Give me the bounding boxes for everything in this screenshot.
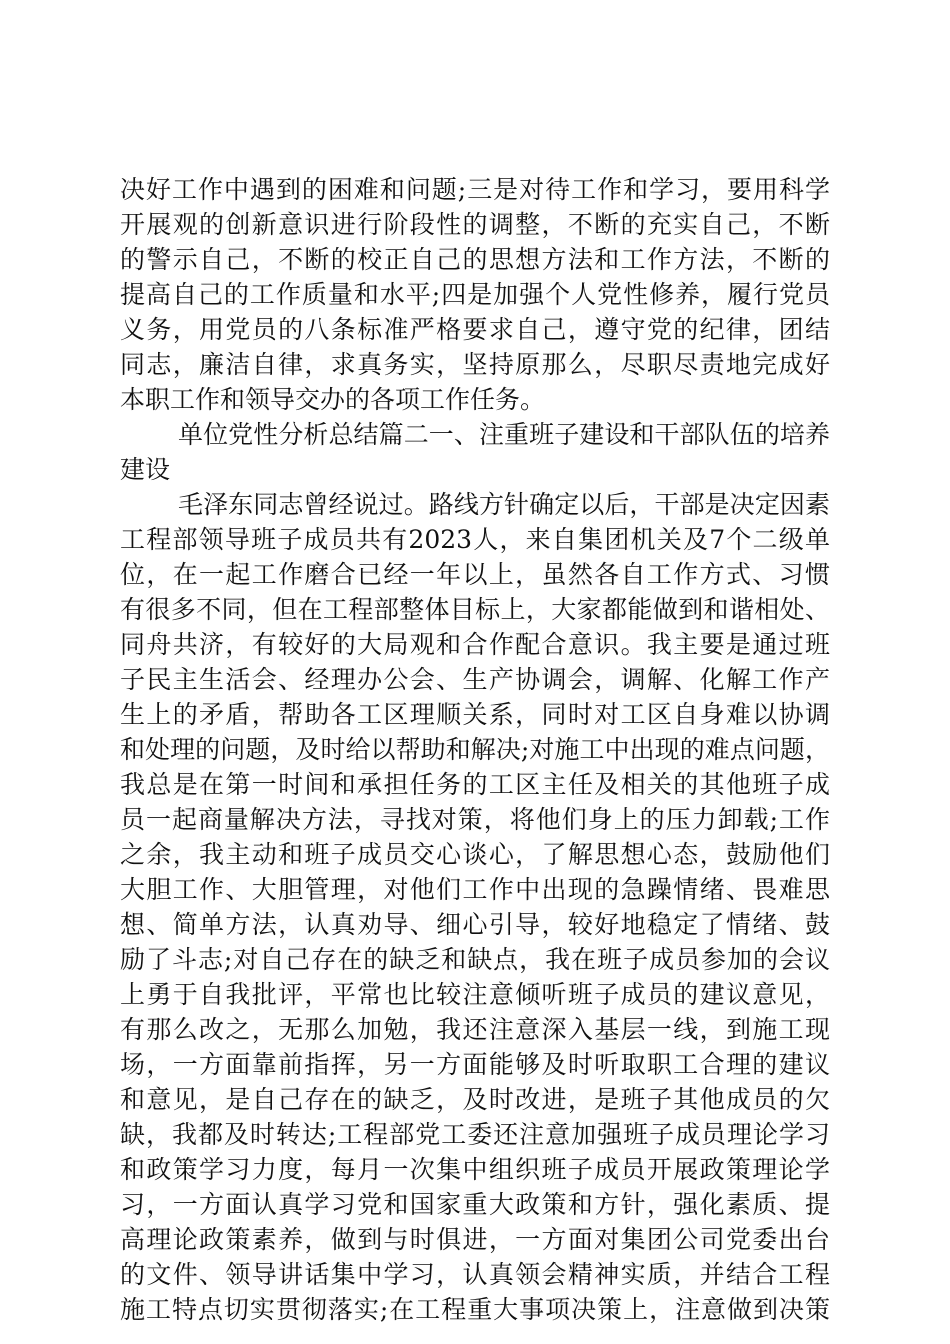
text-line: 我总是在第一时间和承担任务的工区主任及相关的其他班子成 [120,770,830,799]
text-line: 义务，用党员的八条标准严格要求自己，遵守党的纪律，团结 [120,315,830,344]
section-heading-continued: 建设 [120,455,171,484]
text-line: 施工特点切实贯彻落实;在工程重大事项决策上，注意做到决策 [120,1295,830,1324]
text-line: 开展观的创新意识进行阶段性的调整，不断的充实自己，不断 [120,210,830,239]
text-line: 高理论政策素养，做到与时俱进，一方面对集团公司党委出台 [120,1225,830,1254]
text-line: 工程部领导班子成员共有2023人，来自集团机关及7个二级单 [120,525,830,554]
text-line: 位，在一起工作磨合已经一年以上，虽然各自工作方式、习惯 [120,560,830,589]
text-line: 提高自己的工作质量和水平;四是加强个人党性修养，履行党员 [120,280,830,309]
text-line: 和处理的问题，及时给以帮助和解决;对施工中出现的难点问题， [120,735,830,764]
text-line: 之余，我主动和班子成员交心谈心，了解思想心态，鼓励他们 [120,840,830,869]
text-line: 的警示自己，不断的校正自己的思想方法和工作方法，不断的 [120,245,830,274]
text-line: 子民主生活会、经理办公会、生产协调会，调解、化解工作产 [120,665,830,694]
text-line: 有那么改之，无那么加勉，我还注意深入基层一线，到施工现 [120,1015,830,1044]
text-line: 决好工作中遇到的困难和问题;三是对待工作和学习，要用科学 [120,175,830,204]
text-line: 和政策学习力度，每月一次集中组织班子成员开展政策理论学 [120,1155,830,1184]
text-line: 想、简单方法，认真劝导、细心引导，较好地稳定了情绪、鼓 [120,910,830,939]
text-line: 的文件、领导讲话集中学习，认真领会精神实质，并结合工程 [120,1260,830,1289]
text-line: 励了斗志;对自己存在的缺乏和缺点，我在班子成员参加的会议 [120,945,830,974]
text-line: 上勇于自我批评，平常也比较注意倾听班子成员的建议意见， [120,980,830,1009]
text-line: 和意见，是自己存在的缺乏，及时改进，是班子其他成员的欠 [120,1085,830,1114]
text-line: 习，一方面认真学习党和国家重大政策和方针，强化素质、提 [120,1190,830,1219]
section-heading: 单位党性分析总结篇二一、注重班子建设和干部队伍的培养 [178,420,830,449]
text-line: 大胆工作、大胆管理，对他们工作中出现的急躁情绪、畏难思 [120,875,830,904]
text-line: 本职工作和领导交办的各项工作任务。 [120,385,546,414]
text-line: 缺，我都及时转达;工程部党工委还注意加强班子成员理论学习 [120,1120,830,1149]
text-line: 有很多不同，但在工程部整体目标上，大家都能做到和谐相处、 [120,595,830,624]
text-line: 同志，廉洁自律，求真务实，坚持原那么，尽职尽责地完成好 [120,350,830,379]
text-line: 场，一方面靠前指挥，另一方面能够及时听取职工合理的建议 [120,1050,830,1079]
text-line: 同舟共济，有较好的大局观和合作配合意识。我主要是通过班 [120,630,830,659]
text-line: 员一起商量解决方法，寻找对策，将他们身上的压力卸载;工作 [120,805,830,834]
text-line: 生上的矛盾，帮助各工区理顺关系，同时对工区自身难以协调 [120,700,830,729]
paragraph-first-line: 毛泽东同志曾经说过。路线方针确定以后，干部是决定因素 [178,490,830,519]
